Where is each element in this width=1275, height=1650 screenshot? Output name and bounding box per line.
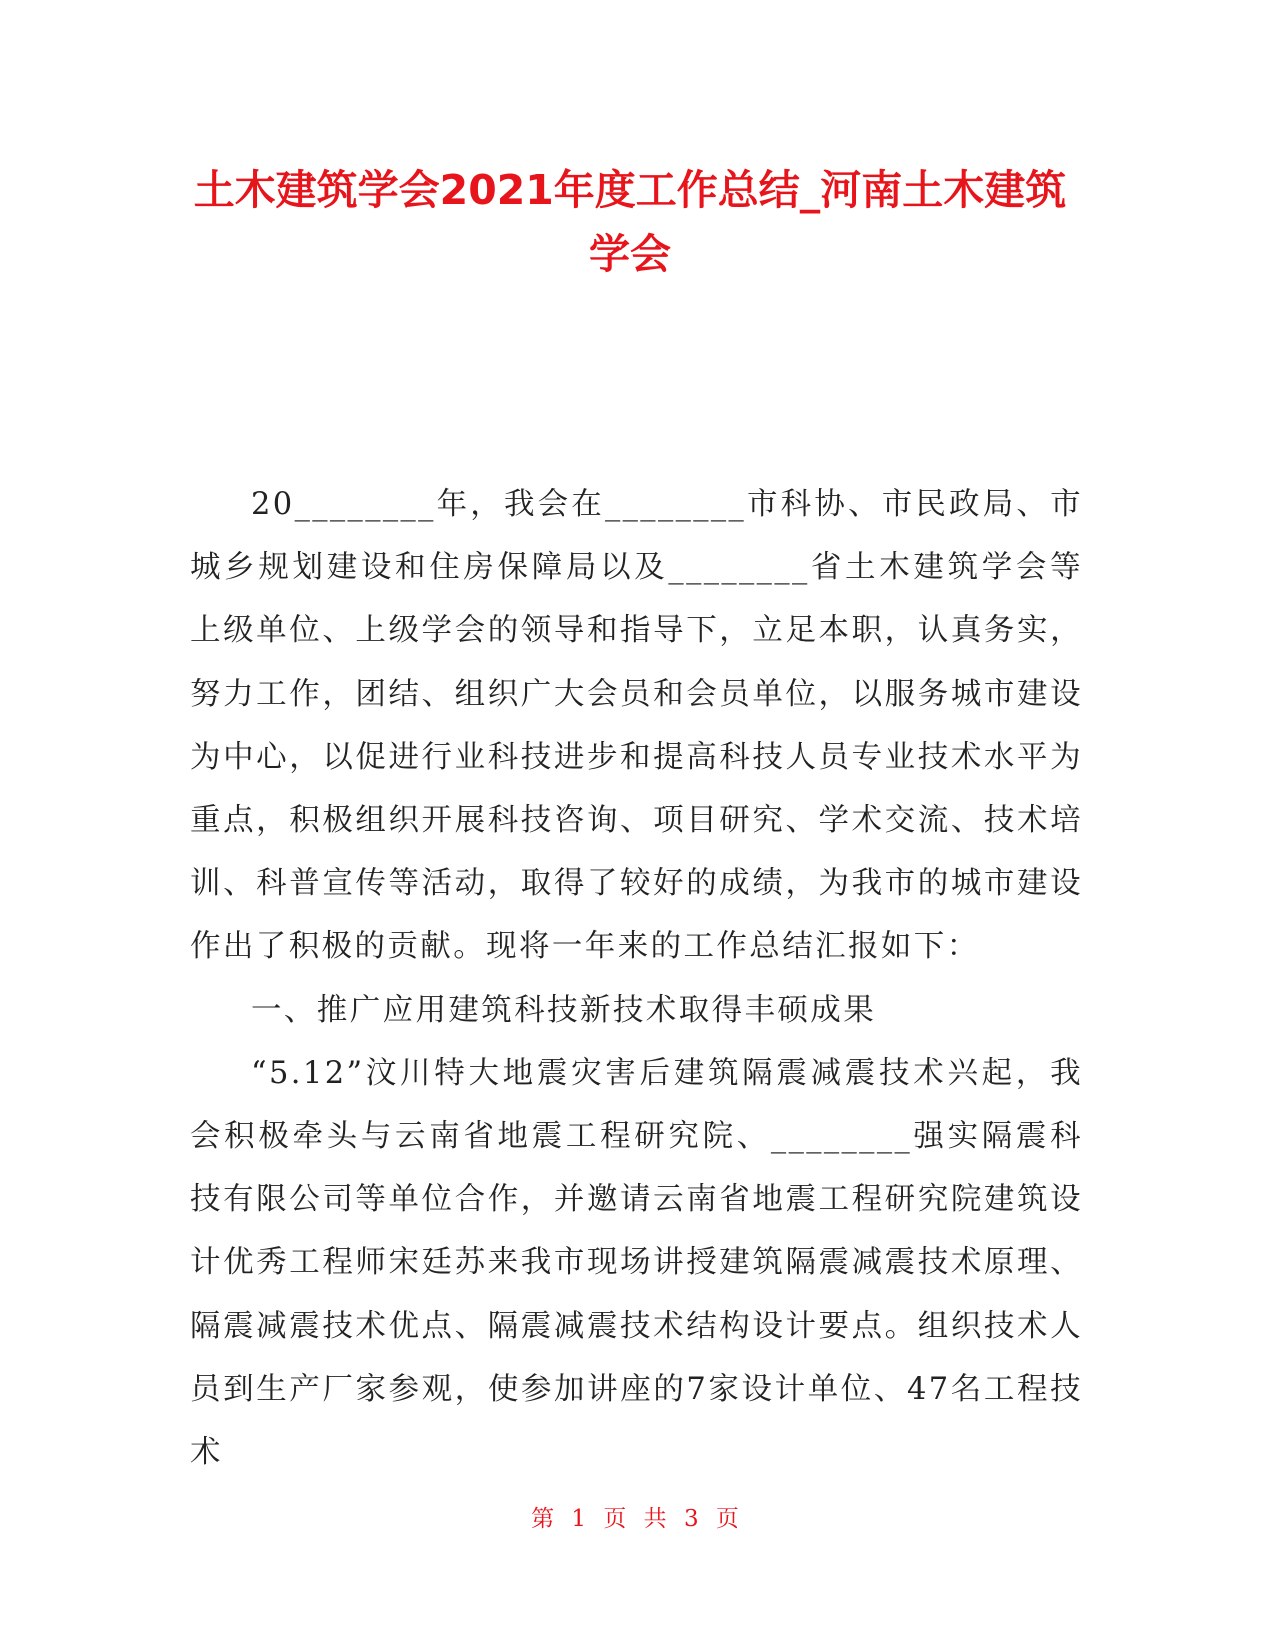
section-heading: 一、推广应用建筑科技新技术取得丰硕成果 xyxy=(251,992,877,1028)
document-body xyxy=(190,473,1083,1484)
page-number-footer: 第 1 页 共 3 页 xyxy=(531,1506,744,1532)
paragraph-intro: 20________年，我会在________市科协、市民政局、市城乡规划建设和住房保障局以及________省土木建筑学会等上级单位、上级学会的领导和指导下，立足本职，认真务实，努力工作，团结、组织广大会员和会员单位，以服务城市建设为中心，以促进行业科技进步和提高科技人员专业技术水平为重点，积极组织开展科技咨询、项目研究、学术交流、技术培训、科普宣传等活动，取得了较好的成绩，为我市的城市建设作出了积极的贡献。现将一年来的工作总结汇报如下： xyxy=(190,487,1083,965)
document-title: 土木建筑学会2021年度工作总结_河南土木建筑学会 xyxy=(193,166,1067,278)
paragraph-section-1: “5.12”汶川特大地震灾害后建筑隔震减震技术兴起，我会积极牵头与云南省地震工程研究院、________强实隔震科技有限公司等单位合作，并邀请云南省地震工程研究院建筑设计优秀工程师宋廷苏来我市现场讲授建筑隔震减震技术原理、隔震减震技术优点、隔震减震技术结构设计要点。组织技术人员到生产厂家参观，使参加讲座的7家设计单位、47名工程技术 xyxy=(190,1055,1083,1471)
